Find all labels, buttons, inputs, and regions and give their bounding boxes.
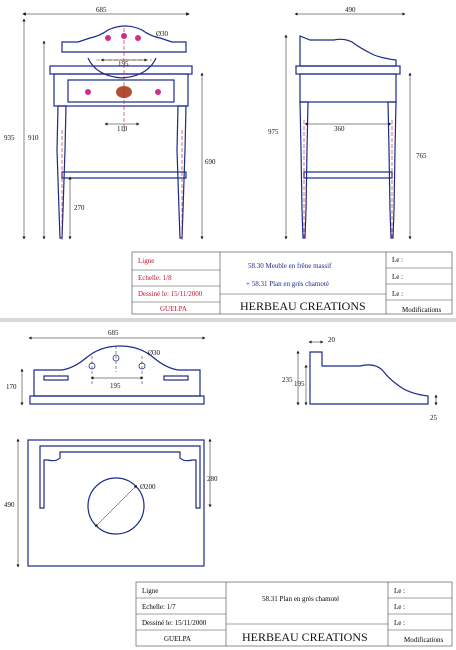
top-front-dimensions [22,338,204,404]
tb2-le1: Le : [394,587,406,595]
tb1-author: GUELPA [160,305,187,313]
tb2-dessine: Dessiné le: 15/11/2000 [142,619,207,627]
dim-basin-width: 195 [118,60,129,68]
dim-top-height: 170 [6,383,17,391]
dim-table-height: 910 [28,134,39,142]
dim-top-side-outer: 235 [282,376,293,384]
tb2-modifications: Modifications [404,636,444,644]
tb2-le3: Le : [394,619,406,627]
tb2-desc1: 58.31 Plan en grès chamoté [262,595,340,603]
tb2-le2: Le : [394,603,406,611]
top-front-centerlines [92,346,142,384]
dim-top-center: 195 [110,382,121,390]
dim-side-height: 975 [268,128,279,136]
tb1-dessine: Dessiné le: 15/11/2000 [138,290,203,298]
dim-front-width: 685 [96,6,107,14]
dim-top-side-top: 20 [328,336,335,344]
tb2-echelle: Echelle: 1/7 [142,603,176,611]
sheet-separator [0,318,456,322]
tb1-company: HERBEAU CREATIONS [240,299,366,313]
tb2-author: GUELPA [164,635,191,643]
dim-side-inner-depth: 360 [334,125,345,133]
dim-drawer-width: 110 [117,125,128,133]
top-front-holes [89,355,145,369]
tb1-le3: Le : [392,290,404,298]
dim-side-table-height: 765 [416,152,427,160]
tb1-modifications: Modifications [402,306,442,314]
tb1-desc1: 58.30 Meuble en frêne massif [248,262,332,270]
top-plan-view [28,440,204,566]
top-front-view [30,346,204,404]
dim-top-side-base: 25 [430,414,437,422]
dim-shelf-height: 270 [74,204,85,212]
tb1-le1: Le : [392,256,404,264]
tb1-ligne-label: Ligne [138,257,155,265]
dim-top-front-width: 685 [108,329,119,337]
dim-top-side-inner: 195 [294,380,305,388]
dim-side-depth: 490 [345,6,356,14]
dim-hole-dia: Ø30 [156,30,169,38]
tb2-ligne-label: Ligne [142,587,159,595]
dim-plan-offset: 280 [207,475,218,483]
tb1-echelle: Echelle: 1/8 [138,274,172,282]
tb1-le2: Le : [392,273,404,281]
tb2-company: HERBEAU CREATIONS [242,630,368,644]
dim-total-height: 935 [4,134,15,142]
top-side-dimensions [298,342,436,404]
tb1-desc2: + 58.31 Plan en grès chamoté [246,280,329,288]
dim-plan-depth: 490 [4,501,15,509]
dim-leg-height: 690 [205,158,216,166]
dim-bowl-dia: Ø200 [140,483,156,491]
top-side-view [310,352,428,404]
dim-top-hole-dia: Ø30 [148,349,161,357]
